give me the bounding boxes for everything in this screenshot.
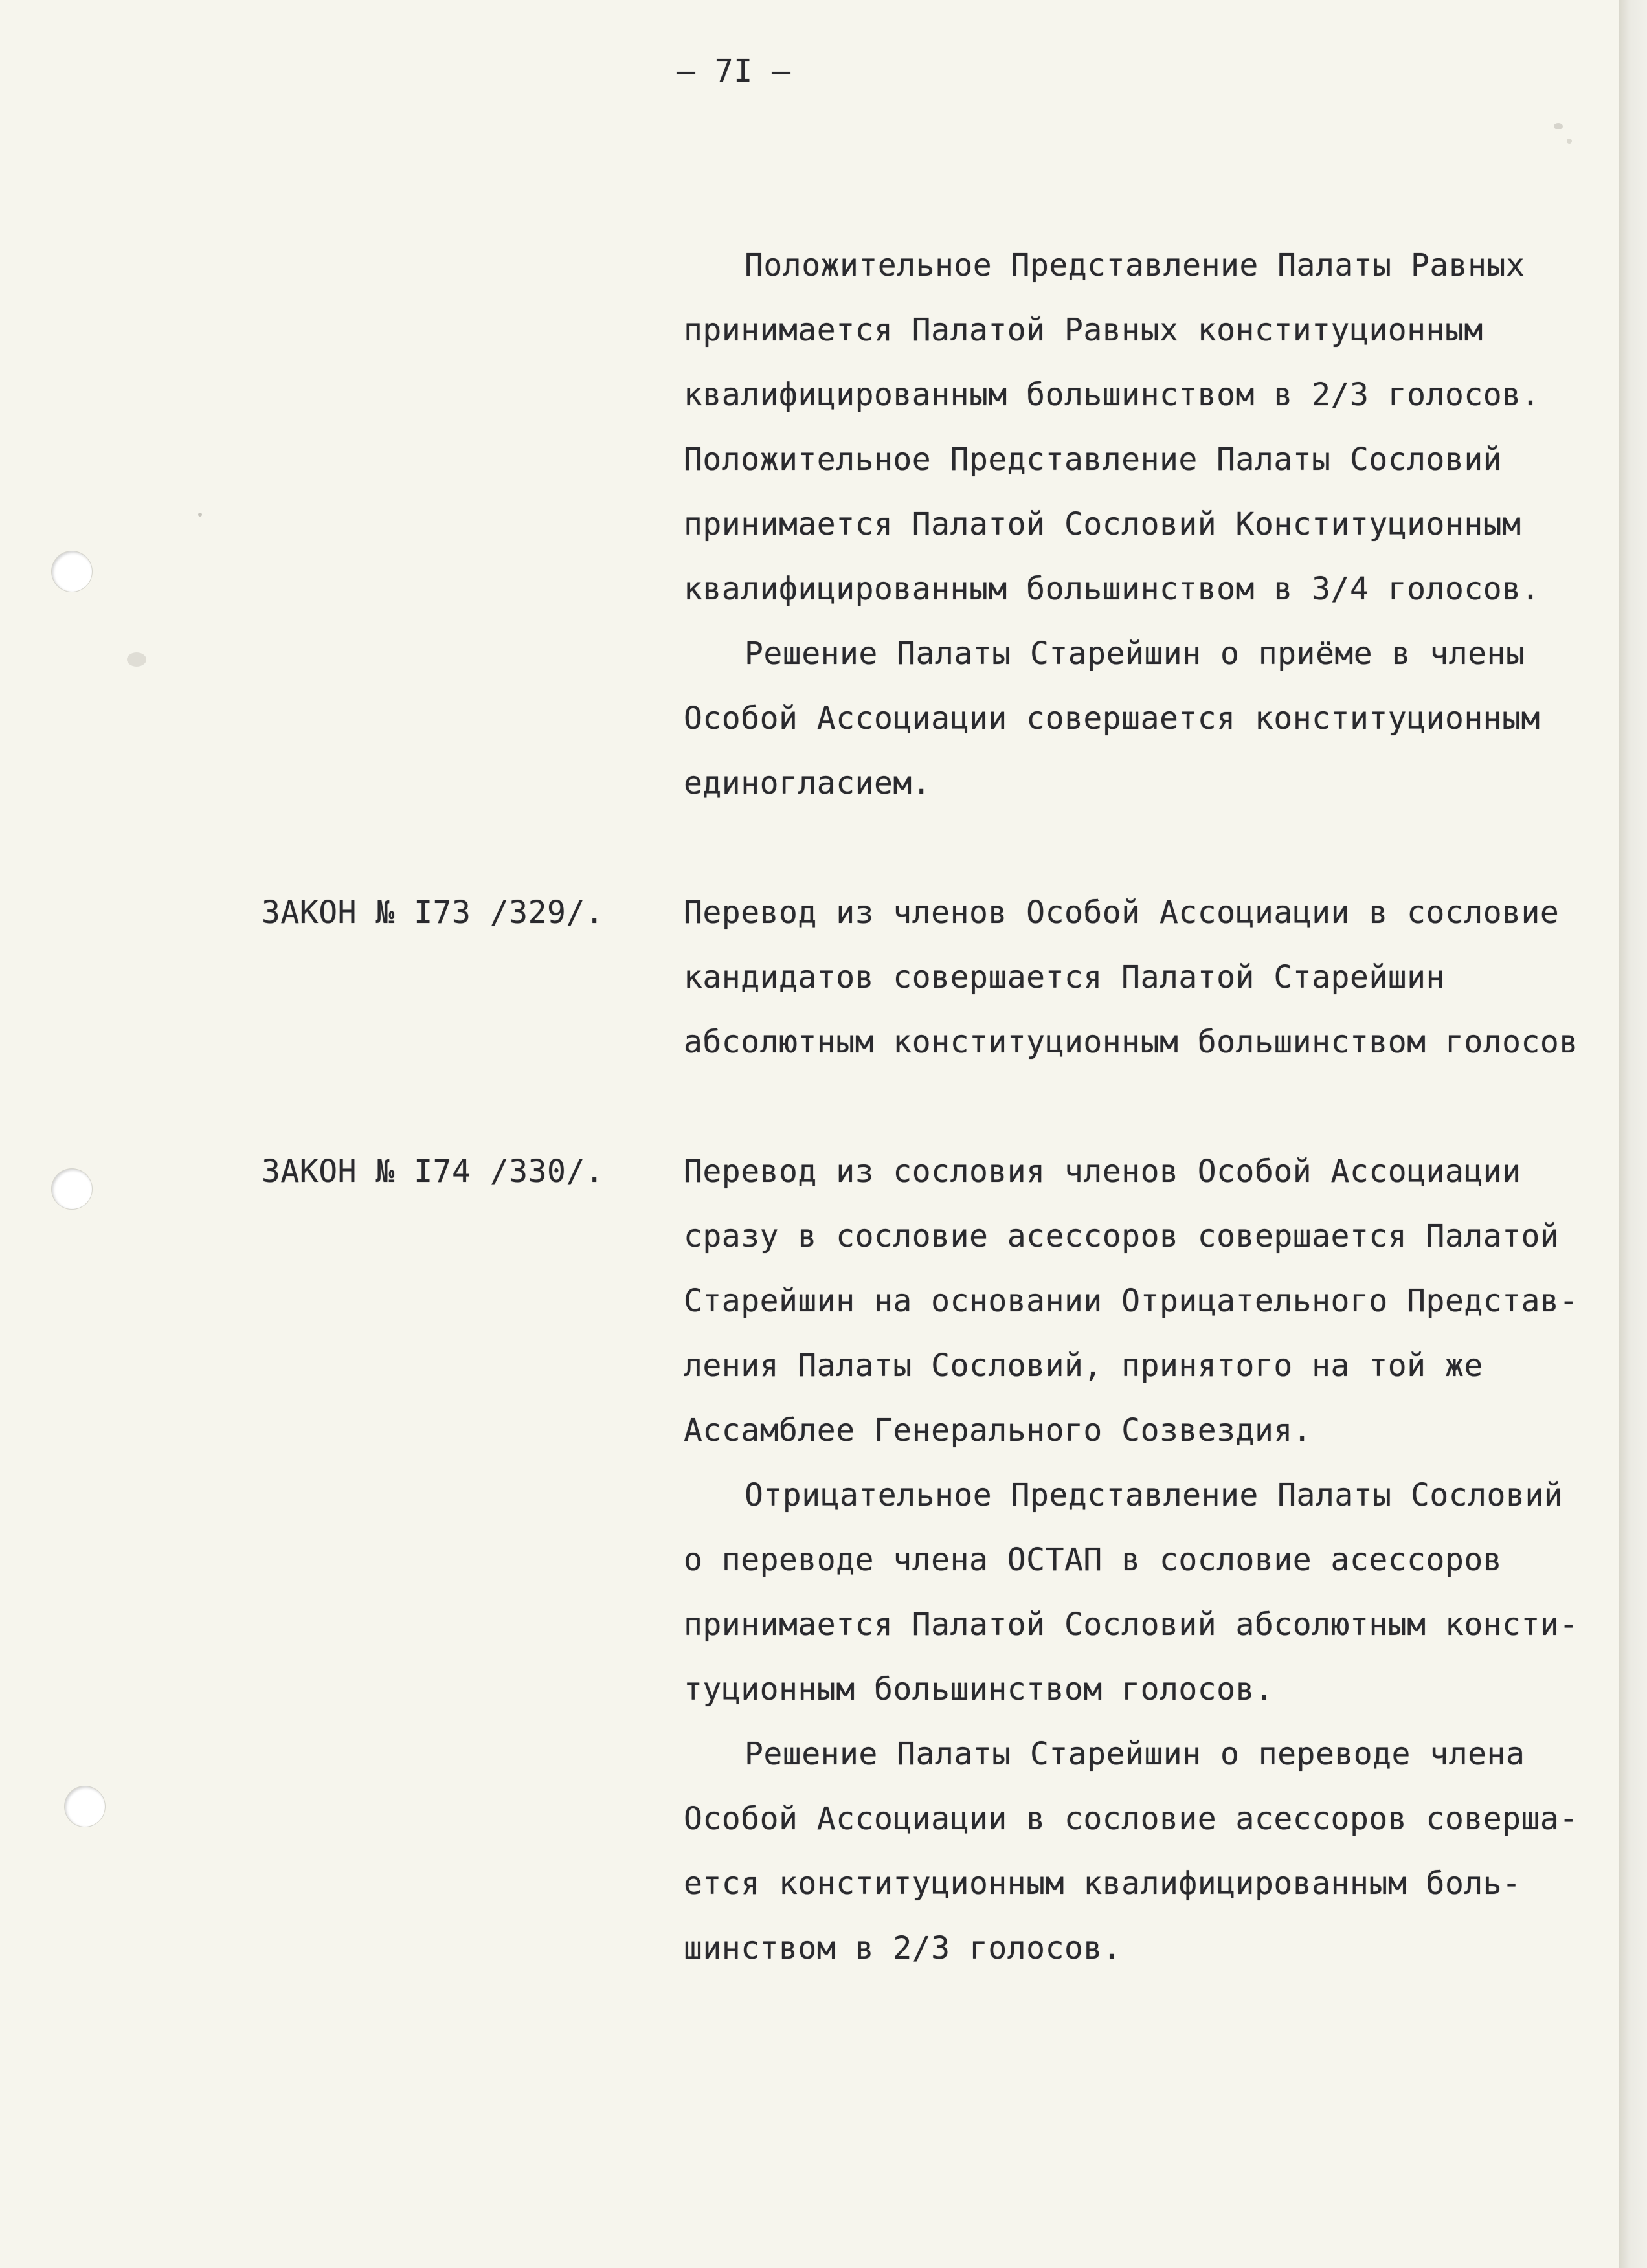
- intro-line: единогласием.: [684, 765, 932, 801]
- law-173-line: абсолютным конституционным большинством голосов: [684, 1024, 1578, 1060]
- paper-speck: [127, 652, 146, 667]
- law-174-line: о переводе члена ОСТАП в сословие асессоров: [684, 1542, 1503, 1578]
- law-174-line: ется конституционным квалифицированным боль-: [684, 1865, 1521, 1902]
- page-number: – 7I –: [677, 53, 791, 89]
- intro-line: Решение Палаты Старейшин о приёме в члены: [745, 636, 1525, 672]
- law-174-line: принимается Палатой Сословий абсолютным консти-: [684, 1606, 1578, 1643]
- law-174-line: Решение Палаты Старейшин о переводе члена: [745, 1736, 1525, 1772]
- law-174-line: Ассамблее Генерального Созвездия.: [684, 1412, 1312, 1449]
- intro-line: квалифицированным большинством в 2/3 голосов.: [684, 377, 1540, 413]
- punch-hole-middle: [52, 1169, 92, 1209]
- law-174-label: ЗАКОН № I74 /330/.: [262, 1153, 605, 1190]
- paper-speck: [198, 513, 202, 517]
- law-174-line: туционным большинством голосов.: [684, 1671, 1274, 1707]
- intro-line: Особой Ассоциации совершается конституционным: [684, 700, 1540, 737]
- scanner-edge: [1619, 0, 1647, 2268]
- intro-line: Положительное Представление Палаты Равных: [745, 247, 1525, 284]
- intro-line: принимается Палатой Сословий Конституционным: [684, 506, 1521, 542]
- law-174-line: шинством в 2/3 голосов.: [684, 1930, 1122, 1966]
- paper-speck: [1554, 123, 1563, 129]
- paper-speck: [1567, 139, 1572, 144]
- law-174-line: Перевод из сословия членов Особой Ассоциации: [684, 1153, 1521, 1190]
- intro-line: квалифицированным большинством в 3/4 голосов.: [684, 571, 1540, 607]
- punch-hole-bottom: [65, 1786, 105, 1827]
- intro-line: Положительное Представление Палаты Сословий: [684, 441, 1503, 478]
- law-173-line: Перевод из членов Особой Ассоциации в сословие: [684, 895, 1560, 931]
- law-174-line: ления Палаты Сословий, принятого на той же: [684, 1348, 1483, 1384]
- law-173-line: кандидатов совершается Палатой Старейшин: [684, 959, 1445, 995]
- law-174-line: Отрицательное Представление Палаты Сословий: [745, 1477, 1563, 1513]
- law-174-line: сразу в сословие асессоров совершается Палатой: [684, 1218, 1560, 1254]
- law-174-line: Старейшин на основании Отрицательного Представ-: [684, 1283, 1578, 1319]
- punch-hole-top: [52, 551, 92, 592]
- law-174-line: Особой Ассоциации в сословие асессоров соверша-: [684, 1801, 1578, 1837]
- intro-line: принимается Палатой Равных конституционным: [684, 312, 1483, 348]
- law-173-label: ЗАКОН № I73 /329/.: [262, 895, 605, 931]
